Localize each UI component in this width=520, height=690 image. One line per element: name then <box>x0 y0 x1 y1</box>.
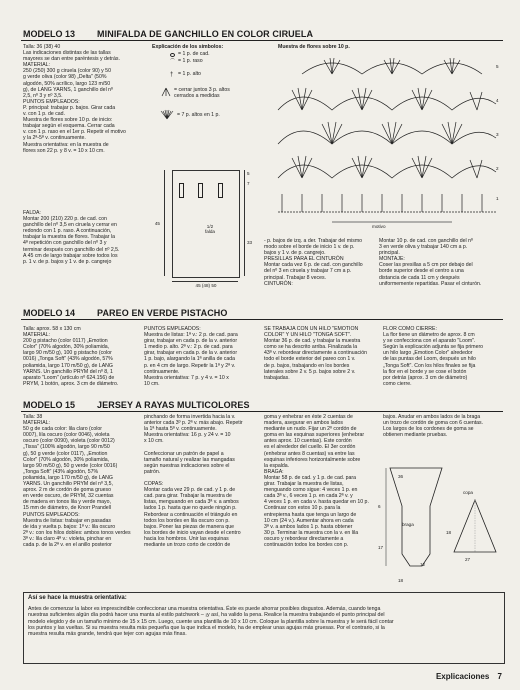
model-14-rule <box>21 319 503 320</box>
slip-stitch-icon: ⌒ <box>170 59 176 65</box>
cup-label: copa <box>463 490 473 495</box>
model-15-cups-text: pinchando de forma invertida hacia la v. anterior cada 3º p. 2ª v. más abajo. Repetir la 1ª hasta 5ª v. continuamente. Muestra orientativa: 16 p. y 24 v. = 10 x 10 cm. Confeccionar un patrón de papel a tamaño natural y realizar las mangadas según nuestras indicaciones sobre el patrón. COPAS: Montar cada vez 29 p. de cad. y 1 p. de cad. para girar. Trabajar la muestra de listas, menguando en cada 3ª v. a ambos lados 1 p. hasta que no quede ningún p. Rebordear a continuación el triángulo en todos los bordes en lila oscuro con p. bajos. Poner las piezas de manera que los bordes de inicio vayan desde el centro hacia los hombros. Unir las esquinas mediante un trozo corto de cordón de <box>144 414 243 548</box>
chain-stitch-icon <box>170 53 175 57</box>
footer-label: Explicaciones <box>435 672 490 681</box>
model-13-assembly-text: Montar 10 p. de cad. con ganchillo del nº 3 en verde oliva y trabajar 140 cm a p. principal. MONTAJE: Coser las presillas a 5 cm por debajo del borde superior desde el centro a una distancia de cada 11 cm y después uniformemente repartidas. Pasar el cinturón. <box>379 238 482 287</box>
cluster-stitch-icon <box>160 87 172 97</box>
model-15-briefs-text: goma y enhebrar en éste 2 cuentas de madera, asegurar en ambos lados mediante un nudo. Fijar un 2º cordón de goma en las esquinas superiores (enhebrar antes aprox. 10 cuentas). Este cordón es el alrededor del cuello. El 3er cordón (enhebrar antes 8 cuentas) va entre las esquinas inferiores horizontalmente sobre la espalda. BRAGA: Montar 58 p. de cad. y 1 p. de cad. para girar. Trabajar la muestra de listas, menguando como sigue: 4 veces 1 p. en cada 3ª v., 6 veces 1 p. en cada 2ª v. y 4 veces 1 p. en cada v. hasta quedar en 10 p. Continuar con estos 10 p. para la entrepierna hasta que tenga un largo de 10 cm (24 v.). Aumentar ahora en cada 3ª v. a ambos lados 1 p. hasta obtener 30 p. Terminar la muestra con la v. en lila oscuro y rebordear directamente a continuación todos los bordes con p. <box>264 414 369 548</box>
belt-loop-2 <box>198 183 203 198</box>
model-14-title: PAREO EN VERDE PISTACHO <box>97 308 228 318</box>
side-label: 33 <box>247 240 253 245</box>
symbol-legend-title: Explicación de los símbolos: <box>152 44 224 50</box>
legend-item-slip: = 1 p. raso <box>178 58 203 64</box>
row-number-2: 2 <box>496 166 499 171</box>
model-15-finishing-text: bajos. Anudar en ambos lados de la braga un trozo de cordón de goma con 6 cuentas. Los largos de los cordones de goma se obtienen mediante pruebas. <box>383 414 484 439</box>
briefs-label: braga <box>402 522 414 527</box>
model-15-title: JERSEY A RAYAS MULTICOLORES <box>97 400 250 410</box>
side-measure-line <box>244 170 245 276</box>
briefs-side-label: 6 <box>378 504 381 509</box>
model-13-header <box>23 27 313 39</box>
motif-label: motivo <box>372 224 386 229</box>
legend-item-cluster: = cerrar juntos 3 p. altos cerrados a medidas <box>174 87 230 100</box>
treble-stitch-icon: † <box>170 72 174 78</box>
briefs-depth-label: 17 <box>378 545 384 550</box>
gauge-tip-box <box>23 592 505 664</box>
briefs-schematic <box>386 466 446 576</box>
flower-motif-chart <box>272 52 502 222</box>
model-14-materials-text: Talla: aprox. 58 x 130 cm MATERIAL: 200 g pistacho (color 0117) „Emotion Color" (70% algodón, 30% poliamida, largo 90 m/50 g), 100 g pistacho (color 0016) „Tonga Soft" (43% algodón, 57% poliamida, largo 170 m/50 g), de LANG YARNS. Un ganchillo PRYM del nº 8, 1 aparato "Loom" (artículo nº 624.156) de PRYM, 1 botón, aprox. 3 cm de diámetro. <box>23 326 119 387</box>
legend-item-shell: = 7 p. altos en 1 p. <box>177 112 220 118</box>
model-13-skirt-text: FALDA: Montar 200 (210) 220 p. de cad. con ganchillo del nº 3,5 en ciruela y cerrar en redondo con 1 p. raso. A continuación, trabajar la muestra de flores. Trabajar la 4ª repetición con ganchillo del nº 3 y terminar después con ganchillo del nº 2,5. A 45 cm de largo trabajar sobre todos los p. 1 v. de p. bajos y 1 v. de p. cangrejo <box>23 210 120 265</box>
model-14-instructions-text: SE TRABAJA CON UN HILO "EMOTION COLOR" Y UN HILO "TONGA SOFT". Montar 36 p. de cad. y trabajar la muestra como se ha descrito arriba. Finalizada la 43ª v. rebordear directamente a continuación todo el borde exterior del pareo con 1 v. de p. bajos, trabajando en los bordes laterales sobre 2 v. 5 p. bajos sobre 2 v. trabajadas. <box>264 326 368 381</box>
waist-label-b: 7 <box>247 181 250 186</box>
width-measure-line <box>172 281 238 282</box>
model-15-rule <box>21 411 503 412</box>
briefs-crotch-label: 12 <box>420 562 426 567</box>
row-number-4: 4 <box>496 98 499 103</box>
cup-bottom-label: 27 <box>465 557 471 562</box>
belt-loop-3 <box>218 183 223 198</box>
briefs-top-label: 36 <box>398 474 404 479</box>
cup-side-label: 18 <box>446 530 452 535</box>
model-13-rule <box>21 40 503 41</box>
belt-loop-1 <box>179 183 184 198</box>
shell-stitch-icon <box>160 110 174 120</box>
height-measure-line <box>164 170 165 276</box>
briefs-bottom-label: 18 <box>398 578 404 583</box>
height-label: 45 <box>154 221 160 226</box>
row-number-3: 3 <box>496 132 499 137</box>
page-footer <box>436 672 502 682</box>
model-14-number: MODELO 14 <box>23 308 76 318</box>
row-number-5: 5 <box>496 64 499 69</box>
bottom-width-label: 45 (48) 50 <box>195 283 217 288</box>
waist-label-a: 5 <box>247 171 250 176</box>
half-skirt-label: 1/2 falda <box>205 224 215 235</box>
cup-schematic <box>450 498 500 558</box>
model-14-header <box>23 306 228 318</box>
gauge-tip-title: Así se hace la muestra orientativa: <box>28 595 127 601</box>
legend-item-chain: = 1 p. de cad. <box>178 51 210 57</box>
model-13-materials-text: Talla: 36 (38) 40 Las indicaciones distintas de las tallas mayores se dan entre paréntesis y detrás. MATERIAL: 250 (250) 300 g ciruela (color 90) y 50 g verde oliva (color 98) „Delta" (50% algodón, 50% acrílico, largo 123 m/50 g), de LANG YARNS, 1 ganchillo del nº 2,5, nº 3 y nº 3,5. PUNTOS EMPLEADOS: P. principal: trabajar p. bajos. Girar cada v. con 1 p. de cad. Muestra de flores sobre 10 p. de inicio: trabajar según el esquema. Cerrar cada v. con 1 p. raso en el 1er p. Repetir el motivo y la 2ª-5ª v. continuamente. Muestra orientativa: en la muestra de flores son 22 p. y 8 v. = 10 x 10 cm. <box>23 44 126 154</box>
model-15-materials-text: Talla: 38 MATERIAL: 50 g de cada color: lila claro (color 0007), lila oscuro (color 0046), violeta oscuro (color 0090), violeta (color 0012) „Tissa" (100% algodón, largo 90 m/50 g), 50 g verde (color 0117), „Emotion Color" (70% algodón, 30% poliamida, largo 90 m/50 g), 50 g verde (color 0016) „Tonga Soft" (43% algodón, 57% poliamida, largo 170 m/50 g), de LANG YARNS. Un ganchillo PRYM del nº 3,5, aprox. 2 m de cordón de goma grueso en verde oscuro, de PRYM, 32 cuentas de madera en tonos lila y verde mayo, 15 mm de diámetro, de Knorr Prandell PUNTOS EMPLEADOS: Muestra de listas: trabajar en pasadas de ida y vuelta p. bajos: 1ª v.: lila oscuro 2ª v.: con los hilos dobles: ambos tonos verdes 3ª v.: lila claro 4ª v.: violeta, pinchar en cada p. de la 2ª v. en el anillo posterior <box>23 414 131 548</box>
model-15-number: MODELO 15 <box>23 400 76 410</box>
model-13-number: MODELO 13 <box>23 29 76 39</box>
page-number: 7 <box>497 672 502 681</box>
model-13-belt-text: - p. bajos de izq. a der. Trabajar del mismo modo sobre el borde de inicio 1 v. de p. bajos y 1 v. de p. cangrejo. PRESILLAS PARA EL CINTURÓN Montar cada vez 6 p. de cad. con ganchillo del nº 3 en ciruela y trabajar 7 cm a p. principal. Trabajar 8 veces. CINTURÓN: <box>264 238 363 287</box>
model-14-flower-text: FLOR COMO CIERRE: La flor tiene un diámetro de aprox. 8 cm y se confecciona con el aparato "Loom". Según la explicación adjunta se fija primero un hilo largo „Emotion Color" alrededor de las puntas del Loom, después un hilo „Tonga Soft". Con los hilos finales se fija la flor en el borde y se cose el botón por detrás (aprox. 3 cm de diámetro) como cierre. <box>383 326 484 387</box>
legend-item-treble: = 1 p. alto <box>178 71 201 77</box>
model-15-header <box>23 398 250 410</box>
model-13-title: MINIFALDA DE GANCHILLO EN COLOR CIRUELA <box>97 29 314 39</box>
gauge-tip-text: Antes de comenzar la labor es imprescindible confeccionar una muestra orientativa. Éste es puede ahorrar posibles disgustos. Además, cuando tenga nuestras suficientes algún día podrá hacer una manta al estilo patchwork – ¡y así, ha valido la pena. Realice la muestra trabajando el punto principal del modelo elegido y de un tamaño mínimo de 15 x 15 cm. Luego, cuente una plantilla de 10 x 10 cm. Coloque la plantilla sobre la muestra y le será fácil contar los puntos y las vueltas. Si su muestra resulta más pequeña que la que indica el modelo, ha de emplear unas agujas más gruesas. Por el contrario, si la muestra resulta más grande, tendrá que tejer con agujas más finas. <box>28 606 394 638</box>
motif-chart-title: Muestra de flores sobre 10 p. <box>278 44 350 50</box>
model-14-stitches-text: PUNTOS EMPLEADOS: Muestra de listas: 1ª v.: 2 p. de cad. para girar, trabajar en cada p. de la v. anterior 1 medio p. alto. 2ª v.: 2 p. de cad. para girar, trabajar en cada p. de la v. anterior 1 p. bajo, alargando la 1ª anilla de cada p. en 4 cm de largo. Repetir la 1ª y 2ª v. continuamente. Muestra orientativa: 7 p. y 4 v. = 10 x 10 cm. <box>144 326 238 387</box>
row-number-1: 1 <box>496 196 499 201</box>
